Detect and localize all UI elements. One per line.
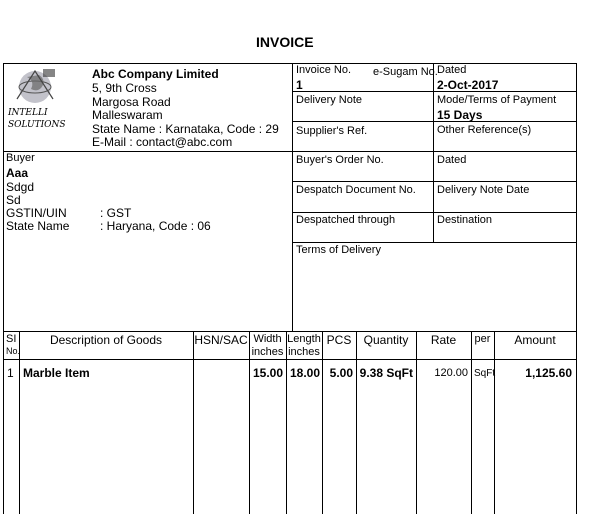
cell-description: Marble Item (23, 366, 90, 380)
logo-text-line2: SOLUTIONS (8, 120, 66, 130)
header-pcs: PCS (326, 333, 352, 347)
globe-icon (5, 67, 67, 109)
cell-quantity: 9.38 SqFt (359, 366, 413, 380)
other-reference-label: Other Reference(s) (437, 124, 532, 136)
order-dated-label: Dated (437, 154, 467, 166)
buyer-address-line: Sdgd (6, 180, 35, 194)
esugam-label: e-Sugam No. (373, 66, 438, 78)
header-per: per (474, 333, 491, 345)
terms-of-delivery-label: Terms of Delivery (296, 244, 381, 256)
cell-amount: 1,125.60 (525, 366, 572, 380)
buyer-label: Buyer (6, 152, 35, 164)
seller-name: Abc Company Limited (92, 67, 219, 81)
invoice-no: 1 (296, 78, 303, 92)
seller-address-line: Margosa Road (92, 95, 171, 109)
header-rate: Rate (430, 333, 457, 347)
cell-width: 15.00 (252, 366, 283, 380)
delivery-note-label: Delivery Note (296, 94, 363, 106)
logo-text-line1: INTELLI (8, 108, 48, 118)
cell-sl: 1 (7, 366, 14, 380)
cell-per: SqFt (474, 368, 496, 379)
seller-state: State Name : Karnataka, Code : 29 (92, 122, 279, 136)
invoice-title: INVOICE (256, 34, 314, 50)
suppliers-ref-label: Supplier's Ref. (296, 125, 368, 137)
header-description: Description of Goods (49, 333, 163, 347)
cell-length: 18.00 (289, 366, 320, 380)
invoice-date: 2-Oct-2017 (437, 78, 499, 92)
payment-terms: 15 Days (437, 108, 483, 122)
header-width: Width inches (251, 333, 284, 358)
buyer-state-label: State Name (6, 219, 70, 233)
buyer-state-value: : Haryana, Code : 06 (100, 219, 211, 233)
buyer-address-line: Sd (6, 193, 21, 207)
header-amount: Amount (514, 333, 556, 347)
invoice-no-label: Invoice No. (296, 64, 352, 76)
company-logo (5, 67, 67, 137)
seller-address-line: 5, 9th Cross (92, 81, 157, 95)
seller-email: E-Mail : contact@abc.com (92, 135, 233, 149)
buyer-gstin-value: : GST (100, 206, 132, 220)
header-sl: SI No. (6, 333, 21, 356)
cell-rate: 120.00 (434, 367, 468, 379)
dated-label: Dated (437, 64, 467, 76)
despatched-through-label: Despatched through (296, 214, 396, 226)
seller-address-line: Malleswaram (92, 108, 163, 122)
cell-pcs: 5.00 (329, 366, 353, 380)
buyer-gstin-label: GSTIN/UIN (6, 206, 67, 220)
header-hsn: HSN/SAC (194, 333, 248, 347)
payment-terms-label: Mode/Terms of Payment (437, 94, 557, 106)
header-length: Length inches (287, 333, 321, 358)
destination-label: Destination (437, 214, 493, 226)
buyers-order-label: Buyer's Order No. (296, 154, 384, 166)
delivery-note-date-label: Delivery Note Date (437, 184, 530, 196)
header-quantity: Quantity (363, 333, 409, 347)
despatch-document-label: Despatch Document No. (296, 184, 416, 196)
buyer-name: Aaa (6, 166, 29, 180)
